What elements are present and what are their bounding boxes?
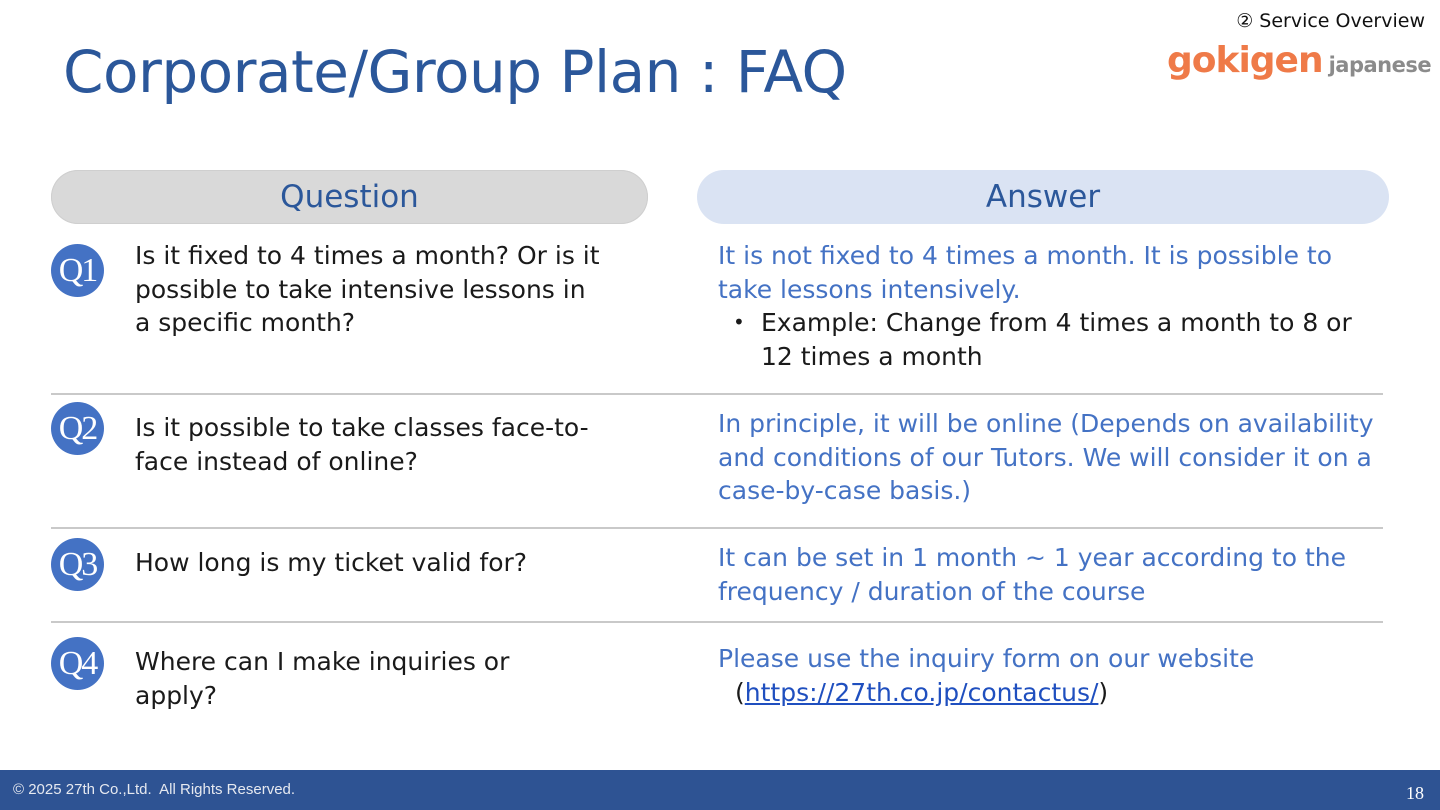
row-divider (51, 621, 1383, 623)
row-divider (51, 527, 1383, 529)
faq-answer-q4: Please use the inquiry form on our website (718, 644, 1255, 673)
page-number: 18 (1406, 783, 1424, 803)
faq-badge-q3: Q3 (51, 538, 104, 591)
link-open-paren: ( (735, 678, 745, 707)
faq-answer-q1: It is not fixed to 4 times a month. It is possible to take lessons intensively. (718, 241, 1332, 304)
faq-answer-q2: In principle, it will be online (Depends on availability and conditions of our Tutors. We will consider it on a case-by-case basis.) (718, 409, 1374, 505)
faq-badge-q1: Q1 (51, 244, 104, 297)
footer-bar (0, 770, 1440, 810)
contact-link[interactable]: https://27th.co.jp/contactus/ (744, 678, 1099, 707)
faq-question-q1: Is it fixed to 4 times a month? Or is it possible to take intensive lessons in a specific month? (135, 241, 600, 337)
page-title: Corporate/Group Plan : FAQ (63, 38, 847, 106)
faq-badge-q4: Q4 (51, 637, 104, 690)
logo-sub-text: japanese (1328, 53, 1432, 77)
row-divider (51, 393, 1383, 395)
faq-question-q2: Is it possible to take classes face-to-face instead of online? (135, 413, 589, 476)
bullet-dot-icon: • (733, 310, 745, 334)
question-column-header: Question (51, 170, 648, 224)
logo-main-text: gokigen (1167, 40, 1323, 81)
copyright-text: © 2025 27th Co.,Ltd. All Rights Reserved. (13, 781, 296, 798)
faq-answer-q3: It can be set in 1 month ~ 1 year according to the frequency / duration of the course (718, 543, 1346, 606)
company-logo (1167, 40, 1431, 81)
answer-column-header: Answer (697, 170, 1389, 224)
section-label: ② Service Overview (1236, 10, 1425, 32)
faq-question-q4: Where can I make inquiries or apply? (135, 647, 510, 710)
faq-badge-q2: Q2 (51, 402, 104, 455)
faq-answer-bullet-q1 (733, 306, 1383, 373)
faq-bullet-text-q1: Example: Change from 4 times a month to 8 or 12 times a month (761, 308, 1352, 371)
faq-answer-link-line-q4 (735, 676, 1108, 710)
faq-question-q3: How long is my ticket valid for? (135, 548, 528, 577)
link-close-paren: ) (1098, 678, 1109, 707)
